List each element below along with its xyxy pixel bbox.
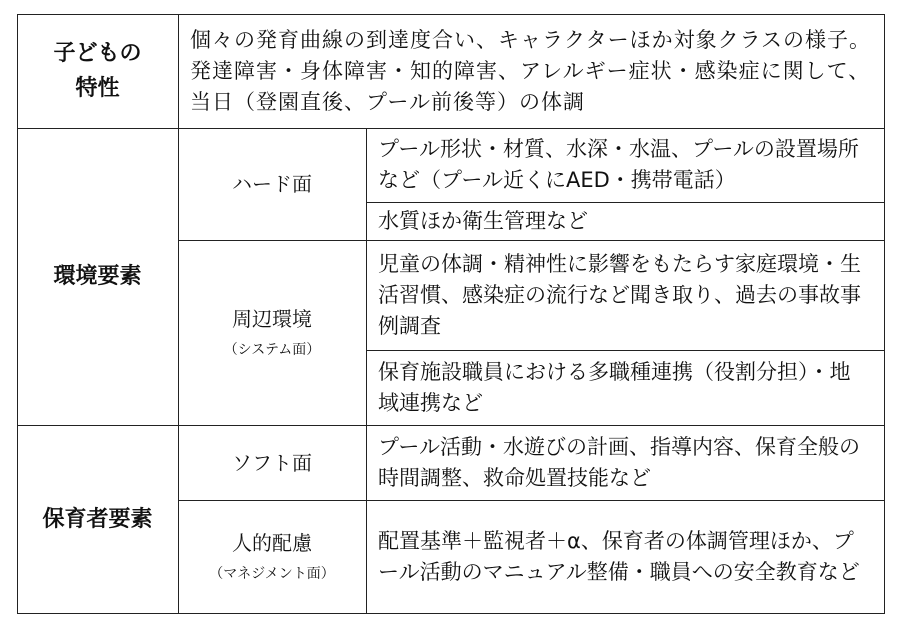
soft-side-label: ソフト面: [232, 450, 312, 475]
divider-hard-surroundings: [178, 240, 885, 241]
border-top: [17, 14, 885, 15]
divider-soft-human: [178, 500, 885, 501]
border-right: [884, 14, 885, 614]
hard-item-water-quality: 水質ほか衛生管理など: [378, 208, 588, 233]
soft-side-label-cell: [178, 425, 366, 500]
border-left: [17, 14, 18, 614]
surroundings-note: （システム面）: [223, 341, 321, 358]
divider-surroundings-items: [366, 350, 885, 351]
soft-item-planning: プール活動・水遊びの計画、指導内容、保育全般の時間調整、救命処置技能など: [378, 434, 860, 490]
human-item-staffing: 配置基準＋監視者＋α、保育者の体調管理ほか、プール活動のマニュアル整備・職員への安全教育など: [378, 529, 860, 584]
surroundings-item-home-environment: 児童の体調・精神性に影響をもたらす家庭環境・生活習慣、感染症の流行など聞き取り、過去の事故事例調査: [378, 251, 861, 338]
divider-col2: [366, 128, 367, 614]
human-label: 人的配慮: [232, 531, 312, 555]
header-children-line1: 子どもの: [53, 41, 142, 66]
surroundings-label: 周辺環境: [232, 306, 312, 331]
divider-row-environment: [17, 425, 885, 426]
children-traits-description: 個々の発育曲線の到達度合い、キャラクターほか対象クラスの様子。発達障害・身体障害・知的障害、アレルギー症状・感染症に関して、当日（登園直後、プール前後等）の体調: [190, 27, 871, 114]
header-environment: 環境要素: [53, 264, 142, 289]
header-children-line2: 特性: [75, 76, 120, 101]
header-children-traits: [17, 14, 178, 128]
hard-side-label-cell: [178, 128, 366, 240]
divider-hard-items: [366, 202, 885, 203]
header-caregiver: 保育者要素: [42, 507, 153, 532]
risk-factor-table: [17, 14, 885, 614]
border-bottom: [17, 613, 885, 614]
human-label-cell: [178, 500, 366, 614]
surroundings-label-cell: [178, 240, 366, 425]
surroundings-item-staff-collaboration: 保育施設職員における多職種連携（役割分担）・地域連携など: [378, 359, 851, 415]
human-note: （マネジメント面）: [209, 566, 335, 582]
divider-col1: [178, 14, 179, 614]
hard-side-label: ハード面: [232, 172, 312, 196]
divider-row-children: [17, 128, 885, 129]
hard-item-pool-facility: プール形状・材質、水深・水温、プールの設置場所など（プール近くにAED・携帯電話）: [378, 137, 859, 192]
